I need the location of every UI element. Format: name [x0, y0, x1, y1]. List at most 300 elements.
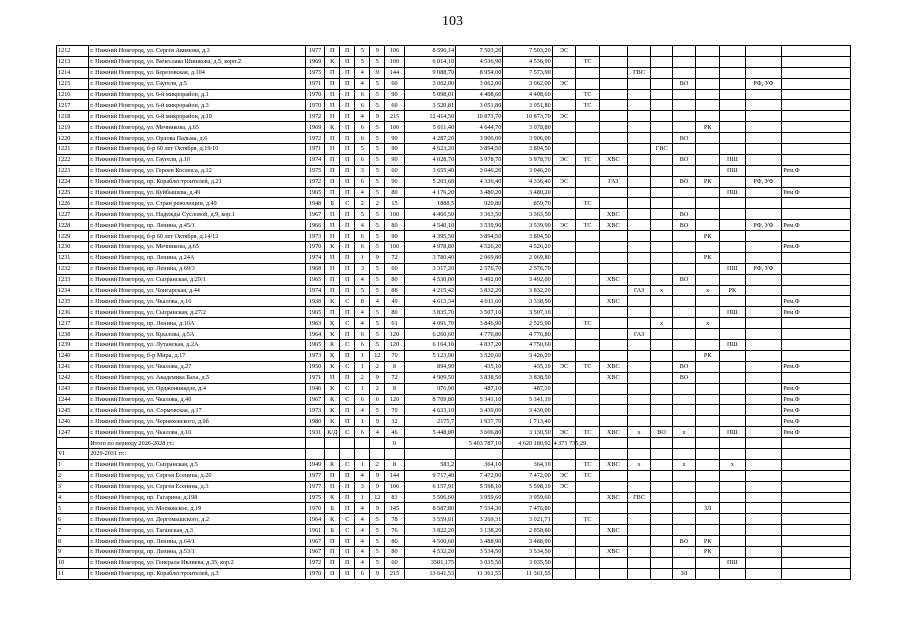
table-cell: 1214	[57, 67, 89, 78]
table-cell: 3 492,00	[503, 274, 552, 285]
table-cell	[651, 350, 672, 361]
table-cell: 1965	[305, 187, 324, 198]
table-cell: 32	[385, 416, 404, 427]
table-cell: С	[340, 427, 355, 438]
table-cell	[651, 557, 672, 568]
table-cell: 1241	[57, 361, 89, 372]
table-row	[57, 176, 851, 187]
table-cell	[672, 329, 696, 340]
table-cell	[627, 514, 651, 525]
table-cell: 80	[385, 187, 404, 198]
table-cell: 1972	[305, 111, 324, 122]
table-cell	[719, 274, 745, 285]
table-cell: 4	[355, 187, 370, 198]
table-cell	[651, 176, 672, 187]
table-cell: 3 062,00	[456, 78, 503, 89]
table-row	[57, 470, 851, 481]
table-cell: ХВС	[599, 154, 627, 165]
table-cell: 3 780,40	[404, 252, 456, 263]
table-cell	[599, 122, 627, 133]
table-cell: г. Нижний Новгород, ул. 6-й микрорайон, д.3	[89, 100, 306, 111]
table-cell: 3 832,20	[503, 285, 552, 296]
table-cell: 5	[370, 144, 385, 155]
table-cell: П	[325, 187, 340, 198]
table-cell	[745, 438, 781, 449]
table-cell	[552, 394, 576, 405]
table-cell	[745, 557, 781, 568]
table-cell: 10 873,70	[503, 111, 552, 122]
table-cell	[599, 568, 627, 579]
table-cell	[672, 252, 696, 263]
table-cell	[745, 525, 781, 536]
table-cell: 106	[385, 481, 404, 492]
table-row	[57, 252, 851, 263]
table-cell	[627, 133, 651, 144]
table-cell: ПШ	[719, 154, 745, 165]
table-cell: 9	[370, 46, 385, 57]
table-cell	[696, 165, 720, 176]
table-cell: 5	[370, 89, 385, 100]
table-cell: 3	[355, 165, 370, 176]
table-cell: 1972	[305, 176, 324, 187]
table-cell: 6	[355, 340, 370, 351]
table-cell	[719, 448, 745, 459]
table-cell: П	[325, 100, 340, 111]
table-cell	[745, 318, 781, 329]
table-cell: 6	[355, 329, 370, 340]
table-cell: ВО	[672, 133, 696, 144]
table-cell: П	[340, 144, 355, 155]
table-cell: 1980	[305, 416, 324, 427]
table-cell	[552, 557, 576, 568]
table-cell: Рем.Ф	[782, 394, 851, 405]
table-cell: 1239	[57, 340, 89, 351]
table-cell: 4	[355, 318, 370, 329]
table-cell: 5	[370, 525, 385, 536]
table-cell	[782, 557, 851, 568]
table-cell: К	[325, 122, 340, 133]
table-cell	[627, 481, 651, 492]
table-cell	[627, 176, 651, 187]
table-cell: Б	[325, 503, 340, 514]
table-cell	[599, 340, 627, 351]
table-cell	[782, 133, 851, 144]
table-cell	[696, 568, 720, 579]
table-cell: г. Нижний Новгород, ул. Сызранская, д.29/1	[89, 274, 306, 285]
table-row	[57, 307, 851, 318]
table-cell	[672, 546, 696, 557]
table-cell: 9	[370, 111, 385, 122]
table-cell	[696, 492, 720, 503]
table-cell: г. Нижний Новгород, ул. Мечникова, д.65	[89, 122, 306, 133]
table-cell	[627, 78, 651, 89]
table-cell: 2	[355, 198, 370, 209]
table-cell: х	[651, 318, 672, 329]
table-cell	[599, 383, 627, 394]
table-cell: 1965	[305, 307, 324, 318]
table-cell	[599, 350, 627, 361]
table-cell: 4 909,50	[404, 372, 456, 383]
table-cell: 60	[385, 263, 404, 274]
table-cell: г. Нижний Новгород, ул. Мечникова, д.65	[89, 242, 306, 253]
table-cell: П	[340, 67, 355, 78]
table-cell: 3 906,00	[503, 133, 552, 144]
table-cell	[651, 111, 672, 122]
table-cell: 6	[355, 242, 370, 253]
table-cell	[782, 198, 851, 209]
table-cell	[745, 198, 781, 209]
table-cell: П	[340, 503, 355, 514]
table-cell	[745, 470, 781, 481]
table-cell: 5	[355, 144, 370, 155]
table-cell	[719, 46, 745, 57]
table-cell: 1225	[57, 187, 89, 198]
table-cell: 9 717,40	[404, 470, 456, 481]
table-cell: К	[325, 329, 340, 340]
table-row	[57, 263, 851, 274]
table-cell	[355, 448, 370, 459]
table-cell: 90	[385, 231, 404, 242]
table-cell: П	[325, 263, 340, 274]
table-cell	[651, 448, 672, 459]
table-cell	[627, 361, 651, 372]
table-cell: 3 492,00	[456, 274, 503, 285]
table-cell: 3 507,10	[456, 307, 503, 318]
table-cell: 1974	[305, 252, 324, 263]
table-cell	[57, 438, 89, 449]
table-cell: 1235	[57, 296, 89, 307]
table-cell	[305, 448, 324, 459]
table-cell	[782, 329, 851, 340]
table-cell	[651, 263, 672, 274]
table-cell	[552, 187, 576, 198]
table-cell: 5	[370, 329, 385, 340]
table-cell: К	[325, 492, 340, 503]
table-cell: 7	[57, 525, 89, 536]
table-cell	[627, 318, 651, 329]
table-cell	[627, 242, 651, 253]
table-cell: 1975	[305, 165, 324, 176]
table-cell: П	[325, 481, 340, 492]
table-cell	[651, 405, 672, 416]
table-cell: х	[672, 459, 696, 470]
table-cell	[370, 438, 385, 449]
table-cell: П	[340, 100, 355, 111]
table-cell	[672, 144, 696, 155]
table-cell	[651, 470, 672, 481]
table-cell: П	[325, 89, 340, 100]
table-cell	[696, 438, 720, 449]
table-cell: К	[325, 56, 340, 67]
table-cell: 1 937,70	[456, 416, 503, 427]
table-cell: 1969	[305, 56, 324, 67]
table-cell: ЗЛ	[696, 503, 720, 514]
table-cell	[672, 394, 696, 405]
table-cell: РФ, УФ	[745, 220, 781, 231]
table-cell: 1238	[57, 329, 89, 340]
table-row	[57, 154, 851, 165]
table-cell	[651, 361, 672, 372]
table-cell	[627, 568, 651, 579]
table-cell	[599, 198, 627, 209]
table-cell: 4	[355, 307, 370, 318]
table-cell	[719, 242, 745, 253]
table-cell	[651, 231, 672, 242]
table-cell: П	[340, 372, 355, 383]
table-cell: 72	[385, 252, 404, 263]
table-cell	[782, 514, 851, 525]
table-cell: ХВС	[599, 220, 627, 231]
table-cell: 8	[385, 361, 404, 372]
table-cell: г. Нижний Новгород, б-р Мира, д.17	[89, 350, 306, 361]
table-cell: 3 959,60	[503, 492, 552, 503]
table-cell	[552, 546, 576, 557]
table-cell: 2 969,80	[456, 252, 503, 263]
table-cell	[627, 503, 651, 514]
table-cell	[696, 481, 720, 492]
table-cell: 1216	[57, 89, 89, 100]
table-body	[57, 46, 851, 580]
table-cell: 3 130,50	[503, 427, 552, 438]
table-cell	[672, 416, 696, 427]
table-cell: Рем.Ф	[782, 427, 851, 438]
table-cell: 9	[370, 372, 385, 383]
table-cell	[576, 78, 600, 89]
table-cell: г. Нижний Новгород, ул. 6-й микрорайон, д.1	[89, 89, 306, 100]
table-cell: ХВС	[599, 274, 627, 285]
table-cell: 6	[57, 514, 89, 525]
table-cell	[745, 394, 781, 405]
table-cell: П	[340, 56, 355, 67]
table-cell: г. Нижний Новгород, ул. Сергея Есенина, д.20	[89, 470, 306, 481]
table-cell: 5	[370, 557, 385, 568]
table-cell: 1215	[57, 78, 89, 89]
table-cell	[745, 492, 781, 503]
table-cell	[719, 470, 745, 481]
table-cell	[672, 165, 696, 176]
table-cell: 144	[385, 470, 404, 481]
table-cell: 2 969,80	[503, 252, 552, 263]
table-cell: 1218	[57, 111, 89, 122]
table-cell	[576, 296, 600, 307]
table-cell	[745, 405, 781, 416]
table-cell: 3 363,50	[456, 209, 503, 220]
table-cell: ГАЗ	[627, 329, 651, 340]
table-cell	[627, 144, 651, 155]
table-cell: ВО	[672, 176, 696, 187]
table-cell: VI	[57, 448, 89, 459]
table-cell	[719, 56, 745, 67]
table-cell: 4	[355, 546, 370, 557]
table-cell	[719, 416, 745, 427]
table-cell	[576, 416, 600, 427]
table-cell: 1963	[305, 318, 324, 329]
table-cell	[719, 318, 745, 329]
table-cell	[552, 242, 576, 253]
table-cell: 4 978,80	[404, 242, 456, 253]
table-cell: 1972	[305, 557, 324, 568]
table-cell: 9	[370, 568, 385, 579]
table-row	[57, 525, 851, 536]
table-cell	[627, 405, 651, 416]
table-cell	[782, 459, 851, 470]
table-cell	[576, 568, 600, 579]
table-cell	[719, 144, 745, 155]
table-cell: ТС	[576, 470, 600, 481]
table-cell	[651, 525, 672, 536]
table-cell: 4 526,20	[503, 242, 552, 253]
table-row	[57, 67, 851, 78]
table-cell: 3 338,50	[503, 296, 552, 307]
table-cell: г. Нижний Новгород, пр. Кораблестроителей, д.3	[89, 568, 306, 579]
table-cell: 3 363,50	[503, 209, 552, 220]
table-cell	[651, 546, 672, 557]
table-cell: К/Д	[325, 427, 340, 438]
table-row	[57, 133, 851, 144]
table-cell: 1242	[57, 372, 89, 383]
table-cell: 4 500,60	[404, 536, 456, 547]
table-cell	[782, 503, 851, 514]
table-row	[57, 274, 851, 285]
table-cell	[745, 340, 781, 351]
table-cell: ПШ	[719, 187, 745, 198]
table-cell	[576, 372, 600, 383]
table-cell: П	[340, 285, 355, 296]
table-cell: 5	[370, 242, 385, 253]
table-cell: 1	[355, 492, 370, 503]
table-cell: 8 587,80	[404, 503, 456, 514]
table-cell	[672, 56, 696, 67]
table-cell: 1226	[57, 198, 89, 209]
table-cell	[627, 198, 651, 209]
table-cell: ЭС	[552, 427, 576, 438]
table-row	[57, 416, 851, 427]
table-cell	[651, 89, 672, 100]
table-cell: РК	[696, 546, 720, 557]
table-cell	[552, 514, 576, 525]
table-cell: 5 203,68	[404, 176, 456, 187]
table-row	[57, 56, 851, 67]
table-cell: 1230	[57, 242, 89, 253]
table-cell	[745, 503, 781, 514]
table-cell	[672, 350, 696, 361]
table-cell: П	[325, 285, 340, 296]
table-cell	[696, 154, 720, 165]
table-cell: 1965	[305, 340, 324, 351]
table-cell: 3 539,90	[456, 220, 503, 231]
table-cell	[696, 416, 720, 427]
table-cell: 3 978,70	[456, 154, 503, 165]
table-cell	[627, 154, 651, 165]
table-cell: П	[325, 568, 340, 579]
table-cell: К	[325, 405, 340, 416]
table-cell	[745, 459, 781, 470]
table-cell	[599, 416, 627, 427]
table-cell: 1	[57, 459, 89, 470]
table-cell: 5	[370, 274, 385, 285]
table-cell: 3 062,00	[404, 78, 456, 89]
table-row	[57, 340, 851, 351]
table-cell	[552, 263, 576, 274]
table-cell: РК	[696, 536, 720, 547]
table-cell: 1967	[305, 209, 324, 220]
table-cell: г. Нижний Новгород, ул. Березовская, д.104	[89, 67, 306, 78]
table-cell: 49	[385, 296, 404, 307]
table-cell	[627, 546, 651, 557]
table-cell: 920,80	[456, 198, 503, 209]
table-cell: 8 596,14	[404, 46, 456, 57]
table-cell: 859,70	[503, 198, 552, 209]
table-cell: 3 606,80	[456, 427, 503, 438]
table-cell: П	[340, 46, 355, 57]
table-cell: С	[340, 296, 355, 307]
table-cell	[576, 448, 600, 459]
table-cell	[696, 144, 720, 155]
table-cell: П	[340, 111, 355, 122]
table-cell	[599, 263, 627, 274]
table-cell: ХВС	[599, 492, 627, 503]
table-cell	[719, 568, 745, 579]
table-cell: 4	[355, 405, 370, 416]
table-cell	[404, 448, 456, 459]
table-cell: 4	[355, 274, 370, 285]
table-cell: 1247	[57, 427, 89, 438]
table-cell: 1967	[305, 536, 324, 547]
table-cell	[719, 111, 745, 122]
table-cell: 1949	[305, 459, 324, 470]
table-cell: 1967	[305, 394, 324, 405]
table-cell: г. Нижний Новгород, ул. Генерала Ивлиева, д.35, кор.2	[89, 557, 306, 568]
table-cell: 487,10	[456, 383, 503, 394]
table-cell: г. Нижний Новгород, пр. Ленина, д.45/1	[89, 220, 306, 231]
table-cell: 2 525,90	[503, 318, 552, 329]
table-cell: Рем.Ф	[782, 361, 851, 372]
table-cell: 5	[370, 122, 385, 133]
table-cell	[651, 536, 672, 547]
table-cell: г. Нижний Новгород, б-р 60 лет Октября, д.14/12	[89, 231, 306, 242]
table-cell	[719, 100, 745, 111]
table-cell: 5	[355, 46, 370, 57]
table-cell	[599, 231, 627, 242]
table-cell: 4	[355, 111, 370, 122]
table-cell	[651, 329, 672, 340]
table-cell	[552, 448, 576, 459]
table-cell: 78	[385, 514, 404, 525]
table-cell	[672, 470, 696, 481]
table-cell: К	[325, 242, 340, 253]
table-cell: С	[340, 394, 355, 405]
table-cell	[552, 372, 576, 383]
table-cell	[672, 514, 696, 525]
table-cell: 5	[370, 405, 385, 416]
table-cell	[745, 133, 781, 144]
table-cell	[719, 438, 745, 449]
table-cell	[651, 56, 672, 67]
table-cell: 7 472,00	[456, 470, 503, 481]
table-cell	[627, 46, 651, 57]
table-cell: 3 534,50	[503, 546, 552, 557]
table-cell: 3 021,71	[503, 514, 552, 525]
table-cell: 12 414,50	[404, 111, 456, 122]
table-cell	[651, 220, 672, 231]
table-cell: 1237	[57, 318, 89, 329]
table-cell: 9	[370, 416, 385, 427]
table-cell: П	[325, 307, 340, 318]
table-cell: ЭС	[552, 78, 576, 89]
table-row	[57, 459, 851, 470]
table-cell: П	[340, 154, 355, 165]
table-cell	[651, 154, 672, 165]
